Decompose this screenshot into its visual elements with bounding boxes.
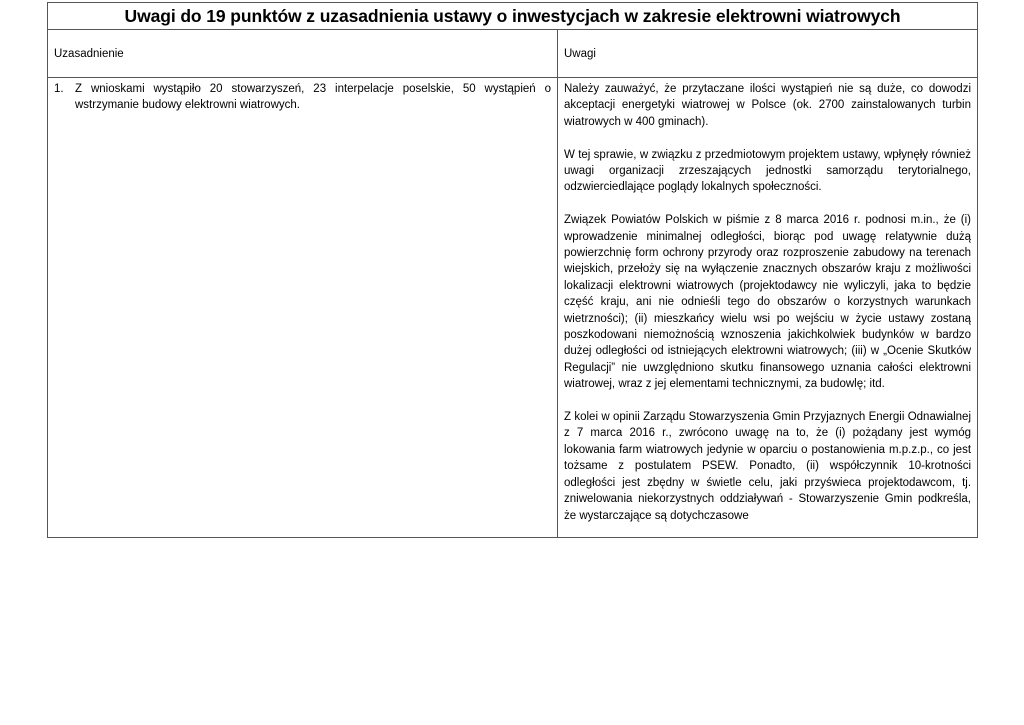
header-row <box>48 30 978 78</box>
column-header-remarks: Uwagi <box>558 30 978 78</box>
item-number: 1. <box>54 83 64 95</box>
document-title: Uwagi do 19 punktów z uzasadnienia ustawy o inwestycjach w zakresie elektrowni wiatrowych <box>124 6 901 26</box>
remark-paragraph: Z kolei w opinii Zarządu Stowarzyszenia Gmin Przyjaznych Energii Odnawialnej z 7 marca 2016 r., zwrócono uwagę na to, że (i) pożądany jest wymóg lokowania farm wiatrowych jedynie w oparciu o postanowienia m.p.z.p., co jest tożsame z postulatem PSEW. Ponadto, (ii) współczynnik 10-krotności odległości jest zbędny w świetle celu, jaki przyświeca projektodawcom, tj. zniwelowania niekorzystnych oddziaływań - Stowarzyszenie Gmin podkreśla, że wystarczające są dotychczasowe <box>564 411 972 522</box>
justification-cell <box>48 78 558 538</box>
justification-text: Z wnioskami wystąpiło 20 stowarzyszeń, 23 interpelacje poselskie, 50 wystąpień o wstrzymanie budowy elektrowni wiatrowych. <box>75 83 551 112</box>
list-item <box>54 81 551 114</box>
table-row <box>48 78 978 538</box>
remark-paragraph: W tej sprawie, w związku z przedmiotowym projektem ustawy, wpłynęły również uwagi organizacji zrzeszających jednostki samorządu terytorialnego, odzwierciedlające poglądy lokalnych społeczności. <box>564 148 972 194</box>
remark-paragraph: Należy zauważyć, że przytaczane ilości wystąpień nie są duże, co dowodzi akceptacji energetyki wiatrowej w Polsce (ok. 2700 zainstalowanych turbin wiatrowych w 400 gminach). <box>564 83 972 128</box>
title-cell <box>48 3 978 30</box>
title-row <box>48 3 978 30</box>
remark-paragraph: Związek Powiatów Polskich w piśmie z 8 marca 2016 r. podnosi m.in., że (i) wprowadzenie minimalnej odległości, biorąc pod uwagę relatywnie dużą powierzchnię form ochrony przyrody oraz rozproszenie zabudowy na terenach wiejskich, przełoży się na wyłączenie znacznych obszarów kraju z możliwości lokalizacji elektrowni wiatrowych (projektodawcy nie wyliczyli, jaka to będzie część kraju, ani nie odnieśli tego do obszarów o korzystnych warunkach wietrzności); (ii) mieszkańcy wielu wsi po wejściu w życie ustawy zostaną poszkodowani niemożnością wznoszenia jakichkolwiek budynków w bardzo dużej odległości od istniejących elektrowni wiatrowych; (iii) w „Ocenie Skutków Regulacji” nie uwzględniono skutku finansowego uznania całości elektrowni wiatrowej, wraz z jej elementami technicznymi, za budowlę; itd. <box>564 214 972 391</box>
remarks-table <box>47 2 978 538</box>
remarks-content <box>564 81 971 534</box>
column-header-justification: Uzasadnienie <box>48 30 558 78</box>
remarks-cell <box>558 78 978 538</box>
